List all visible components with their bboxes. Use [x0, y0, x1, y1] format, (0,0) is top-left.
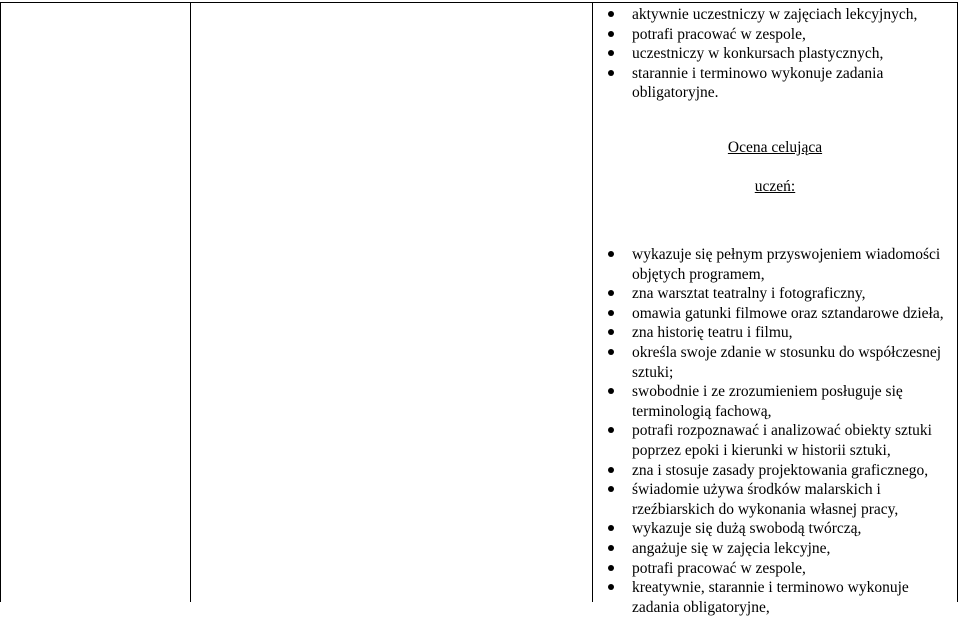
list-item: zna warsztat teatralny i fotograficzny,: [593, 284, 957, 304]
bullet-icon: [608, 349, 614, 355]
list-item: uczestniczy w konkursach plastycznych,: [593, 44, 957, 64]
list-item: omawia gatunki filmowe oraz sztandarowe dzieła,: [593, 304, 957, 324]
excellent-grade-list: [593, 245, 957, 617]
bullet-icon: [608, 310, 614, 316]
list-item: zna i stosuje zasady projektowania graficznego,: [593, 461, 957, 481]
list-item: wykazuje się dużą swobodą twórczą,: [593, 519, 957, 539]
table-right-border: [957, 2, 958, 602]
list-item: zna historię teatru i filmu,: [593, 323, 957, 343]
student-heading: uczeń:: [754, 178, 796, 195]
bullet-icon: [608, 467, 614, 473]
bullet-icon: [608, 486, 614, 492]
bullet-icon: [608, 329, 614, 335]
bullet-icon: [608, 584, 614, 590]
bullet-icon: [608, 251, 614, 257]
bullet-icon: [608, 290, 614, 296]
previous-grade-list: [593, 5, 957, 103]
table-left-border: [0, 2, 1, 602]
list-item: aktywnie uczestniczy w zajęciach lekcyjnych,: [593, 5, 957, 25]
bullet-icon: [608, 70, 614, 76]
column-divider-1: [190, 2, 191, 602]
list-item: określa swoje zdanie w stosunku do współczesnej sztuki;: [593, 343, 957, 382]
list-item: świadomie używa środków malarskich i rzeźbiarskich do wykonania własnej pracy,: [593, 480, 957, 519]
list-item: potrafi pracować w zespole,: [593, 559, 957, 579]
bullet-icon: [608, 525, 614, 531]
list-item: potrafi pracować w zespole,: [593, 25, 957, 45]
grade-heading: Ocena celująca: [727, 139, 823, 156]
list-item: starannie i terminowo wykonuje zadania obligatoryjne.: [593, 64, 957, 103]
bullet-icon: [608, 565, 614, 571]
bullet-icon: [608, 427, 614, 433]
requirements-cell: [593, 0, 957, 616]
list-item: wykazuje się pełnym przyswojeniem wiadomości objętych programem,: [593, 245, 957, 284]
bullet-icon: [608, 388, 614, 394]
list-item: angażuje się w zajęcia lekcyjne,: [593, 539, 957, 559]
bullet-icon: [608, 31, 614, 37]
bullet-icon: [608, 11, 614, 17]
list-item: kreatywnie, starannie i terminowo wykonuje zadania obligatoryjne,: [593, 578, 957, 617]
bullet-icon: [608, 545, 614, 551]
list-item: swobodnie i ze zrozumieniem posługuje się terminologią fachową,: [593, 382, 957, 421]
bullet-icon: [608, 50, 614, 56]
list-item: potrafi rozpoznawać i analizować obiekty sztuki poprzez epoki i kierunki w historii sztuki,: [593, 421, 957, 460]
